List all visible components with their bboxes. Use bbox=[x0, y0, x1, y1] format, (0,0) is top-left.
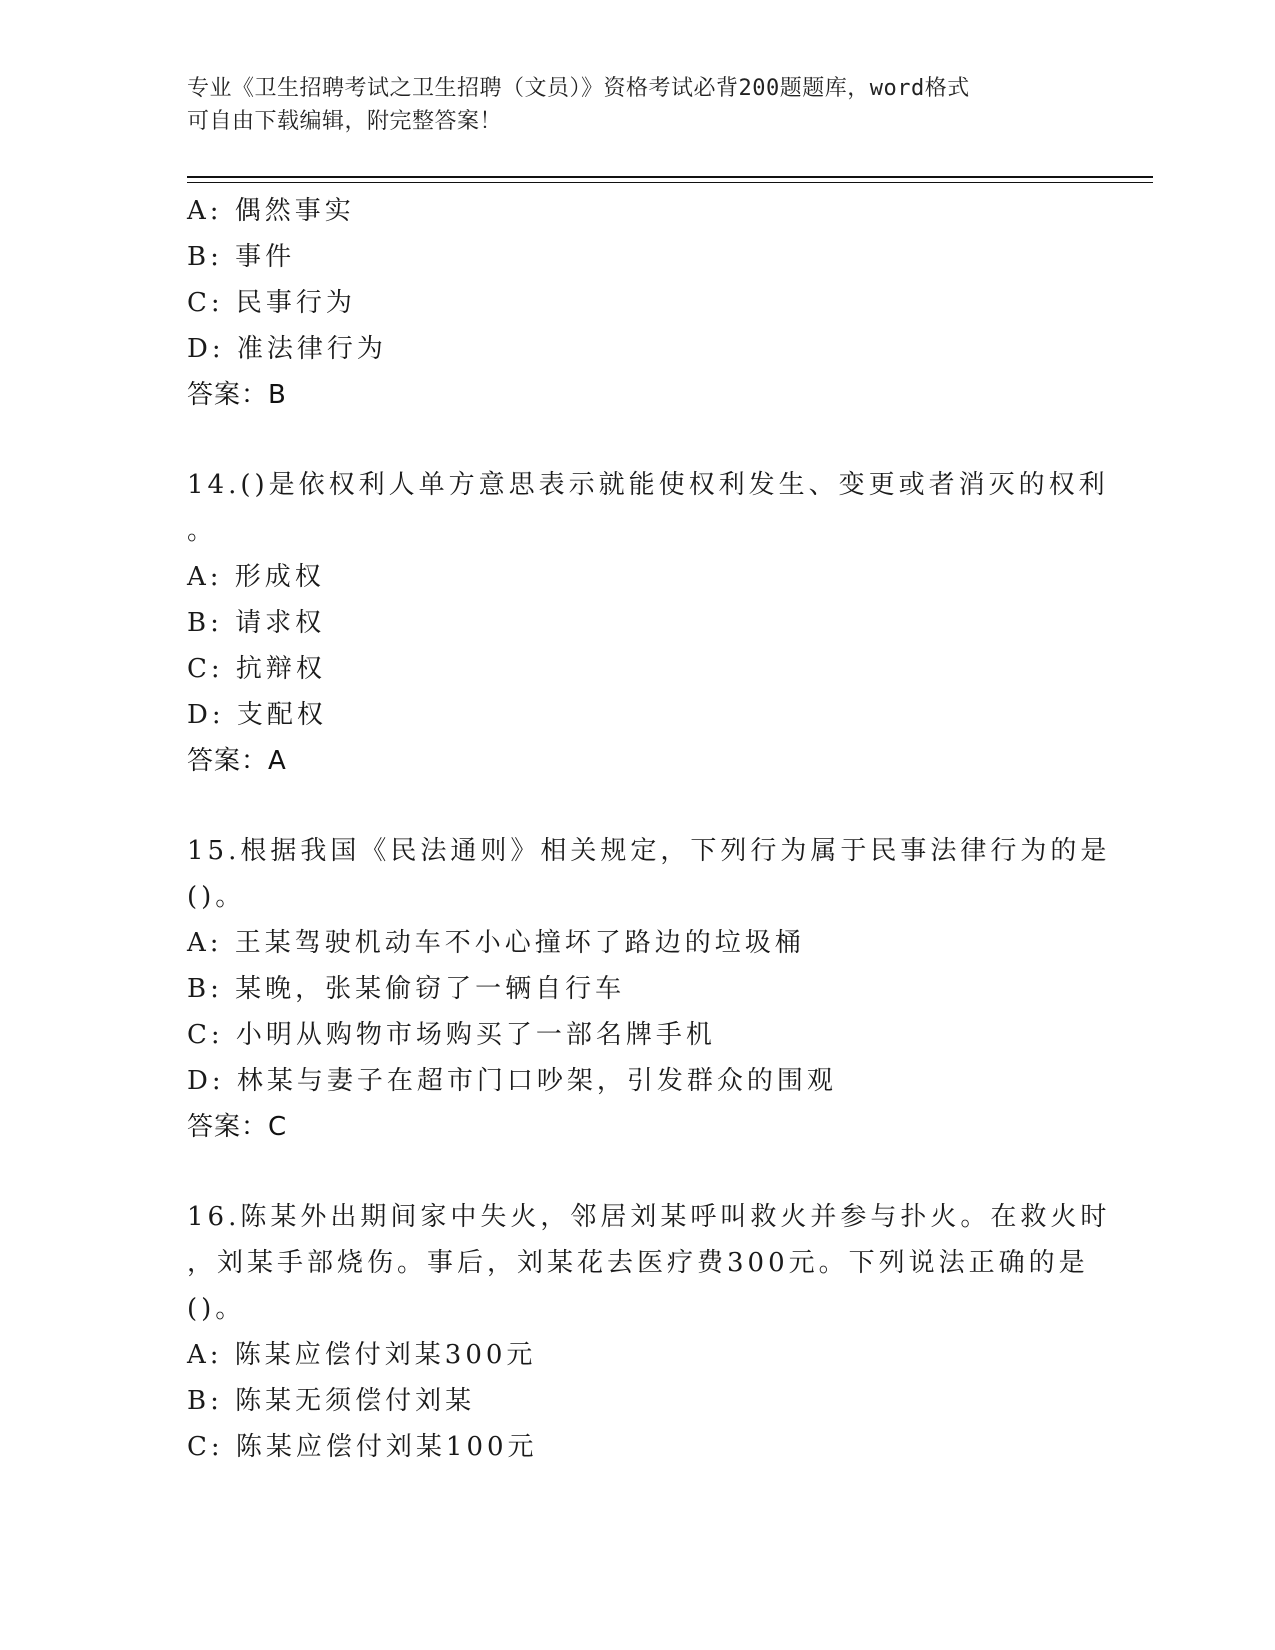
question-list bbox=[187, 188, 1111, 1470]
answer-label: 答案：A bbox=[187, 746, 287, 776]
option-d: D: 准法律行为 bbox=[187, 334, 387, 364]
spacer bbox=[187, 1150, 1087, 1194]
option-a: A: 偶然事实 bbox=[187, 196, 355, 226]
question-stem-cont: ()。 bbox=[187, 1294, 246, 1324]
option-a: A: 形成权 bbox=[187, 562, 325, 592]
question-stem-cont: ，刘某手部烧伤。事后，刘某花去医疗费300元。下列说法正确的是 bbox=[187, 1248, 1089, 1278]
question-13 bbox=[187, 188, 1087, 418]
option-c: C: 小明从购物市场购买了一部名牌手机 bbox=[187, 1020, 716, 1050]
answer-label: 答案：C bbox=[187, 1112, 288, 1142]
spacer bbox=[187, 418, 1087, 462]
question-stem: 16.陈某外出期间家中失火，邻居刘某呼叫救火并参与扑火。在救火时 bbox=[187, 1202, 1111, 1232]
question-stem-cont: ()。 bbox=[187, 882, 246, 912]
question-16 bbox=[187, 1194, 1111, 1470]
spacer bbox=[187, 784, 1087, 828]
question-14 bbox=[187, 462, 1109, 784]
option-a: A: 王某驾驶机动车不小心撞坏了路边的垃圾桶 bbox=[187, 928, 805, 958]
option-b: B: 请求权 bbox=[187, 608, 326, 638]
header-line-2: 可自由下载编辑，附完整答案！ bbox=[187, 109, 503, 134]
question-15 bbox=[187, 828, 1111, 1150]
option-d: D: 支配权 bbox=[187, 700, 327, 730]
question-stem: 15.根据我国《民法通则》相关规定，下列行为属于民事法律行为的是 bbox=[187, 836, 1111, 866]
document-header bbox=[187, 72, 1067, 138]
option-b: B: 陈某无须偿付刘某 bbox=[187, 1386, 476, 1416]
header-divider-thick bbox=[187, 176, 1153, 178]
question-stem: 14.()是依权利人单方意思表示就能使权利发生、变更或者消灭的权利 bbox=[187, 470, 1109, 500]
option-d: D: 林某与妻子在超市门口吵架，引发群众的围观 bbox=[187, 1066, 837, 1096]
option-c: C: 陈某应偿付刘某100元 bbox=[187, 1432, 538, 1462]
option-c: C: 民事行为 bbox=[187, 288, 356, 318]
question-stem-cont: 。 bbox=[187, 516, 218, 546]
option-c: C: 抗辩权 bbox=[187, 654, 326, 684]
option-b: B: 某晚，张某偷窃了一辆自行车 bbox=[187, 974, 626, 1004]
answer-label: 答案：B bbox=[187, 380, 287, 410]
header-divider-thin bbox=[187, 182, 1153, 183]
option-a: A: 陈某应偿付刘某300元 bbox=[187, 1340, 537, 1370]
option-b: B: 事件 bbox=[187, 242, 296, 272]
header-line-1: 专业《卫生招聘考试之卫生招聘（文员）》资格考试必背200题题库，word格式 bbox=[187, 76, 970, 101]
